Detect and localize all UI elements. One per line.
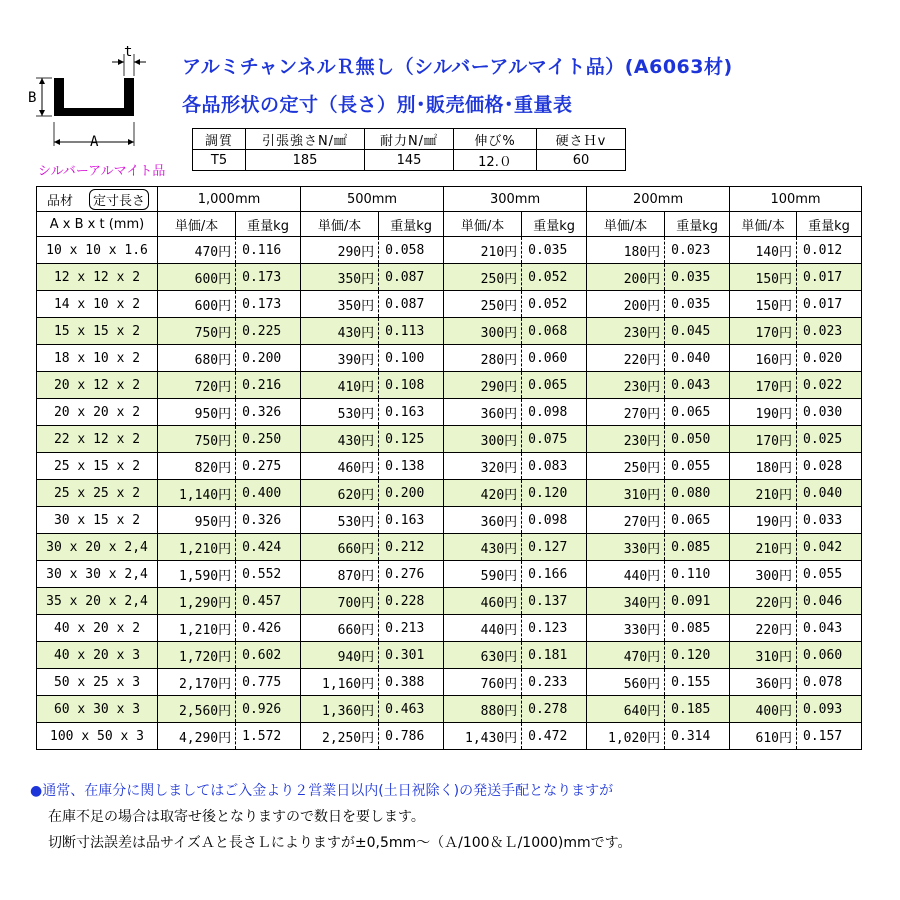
corner-material-label: 品材 [47,194,74,209]
weight-cell: 0.098 [522,399,587,426]
price-cell: 870円 [301,561,379,588]
price-cell: 2,170円 [158,669,236,696]
weight-cell: 0.100 [379,345,444,372]
price-cell: 950円 [158,399,236,426]
weight-cell: 0.173 [236,264,301,291]
weight-cell: 0.043 [665,372,730,399]
weight-cell: 0.017 [797,291,862,318]
table-row [37,426,862,453]
length-header-300: 300mm [444,187,587,212]
price-cell: 560円 [587,669,665,696]
price-cell: 460円 [301,453,379,480]
price-cell: 300円 [444,426,522,453]
size-cell: 35 x 20 x 2,4 [37,588,158,615]
prop-value-hardness: 60 [537,150,626,171]
size-cell: 14 x 10 x 2 [37,291,158,318]
size-cell: 15 x 15 x 2 [37,318,158,345]
price-cell: 330円 [587,615,665,642]
size-cell: 30 x 20 x 2,4 [37,534,158,561]
table-row [37,237,862,264]
table-row [37,399,862,426]
price-cell: 230円 [587,426,665,453]
weight-cell: 0.157 [797,723,862,750]
weight-cell: 0.098 [522,507,587,534]
price-cell: 430円 [301,318,379,345]
size-cell: 25 x 15 x 2 [37,453,158,480]
price-cell: 180円 [730,453,797,480]
sub-header-row [37,212,862,237]
weight-cell: 0.185 [665,696,730,723]
price-cell: 210円 [730,480,797,507]
price-cell: 230円 [587,372,665,399]
price-cell: 190円 [730,507,797,534]
weight-cell: 0.028 [797,453,862,480]
price-cell: 1,590円 [158,561,236,588]
weight-cell: 0.228 [379,588,444,615]
weight-cell: 0.058 [379,237,444,264]
weight-cell: 0.040 [797,480,862,507]
length-header-200: 200mm [587,187,730,212]
price-cell: 430円 [444,534,522,561]
price-cell: 590円 [444,561,522,588]
price-cell: 170円 [730,426,797,453]
weight-cell: 0.085 [665,615,730,642]
price-cell: 640円 [587,696,665,723]
weight-cell: 0.200 [236,345,301,372]
length-header-100: 100mm [730,187,862,212]
price-cell: 2,250円 [301,723,379,750]
weight-cell: 0.023 [665,237,730,264]
weight-cell: 0.301 [379,642,444,669]
price-cell: 750円 [158,318,236,345]
weight-cell: 0.326 [236,399,301,426]
price-cell: 1,290円 [158,588,236,615]
table-row [37,453,862,480]
price-cell: 940円 [301,642,379,669]
table-row [37,561,862,588]
weight-cell: 0.022 [797,372,862,399]
weight-cell: 1.572 [236,723,301,750]
price-cell: 1,360円 [301,696,379,723]
weight-cell: 0.457 [236,588,301,615]
corner-header-top [37,187,158,212]
weight-cell: 0.035 [665,264,730,291]
table-row [37,696,862,723]
price-cell: 300円 [444,318,522,345]
price-cell: 220円 [730,615,797,642]
size-cell: 30 x 30 x 2,4 [37,561,158,588]
price-cell: 460円 [444,588,522,615]
weight-cell: 0.163 [379,399,444,426]
size-cell: 50 x 25 x 3 [37,669,158,696]
properties-header-row [193,129,626,150]
weight-cell: 0.065 [665,507,730,534]
table-row [37,372,862,399]
price-cell: 760円 [444,669,522,696]
weight-cell: 0.065 [665,399,730,426]
price-cell: 230円 [587,318,665,345]
weight-cell: 0.388 [379,669,444,696]
price-cell: 250円 [587,453,665,480]
prop-header-temper: 調質 [193,129,246,150]
weight-cell: 0.055 [797,561,862,588]
weight-cell: 0.035 [522,237,587,264]
weight-cell: 0.017 [797,264,862,291]
weight-cell: 0.200 [379,480,444,507]
weight-cell: 0.212 [379,534,444,561]
weight-cell: 0.463 [379,696,444,723]
size-cell: 100 x 50 x 3 [37,723,158,750]
prop-value-temper: T5 [193,150,246,171]
weight-cell: 0.042 [797,534,862,561]
corner-dimension-label: A x B x t (mm) [37,212,158,237]
table-row [37,642,862,669]
weight-header: 重量kg [522,212,587,237]
weight-cell: 0.166 [522,561,587,588]
silver-anodized-note: シルバーアルマイト品 [38,164,166,179]
price-cell: 200円 [587,291,665,318]
weight-cell: 0.012 [797,237,862,264]
note-line-2: 在庫不足の場合は取寄せ後となりますので数日を要します。 [48,809,425,825]
price-cell: 200円 [587,264,665,291]
price-cell: 630円 [444,642,522,669]
price-cell: 440円 [587,561,665,588]
table-row [37,588,862,615]
page-subtitle: 各品形状の定寸（長さ）別･販売価格･重量表 [182,94,573,116]
note-line-1 [30,778,632,804]
weight-cell: 0.065 [522,372,587,399]
weight-cell: 0.127 [522,534,587,561]
weight-cell: 0.216 [236,372,301,399]
price-cell: 330円 [587,534,665,561]
material-properties-table [192,128,626,171]
price-cell: 250円 [444,291,522,318]
corner-length-label: 定寸長さ [89,189,149,210]
price-header: 単価/本 [444,212,522,237]
price-cell: 1,720円 [158,642,236,669]
bullet-icon: ● [30,783,43,799]
table-row [37,669,862,696]
price-cell: 310円 [587,480,665,507]
weight-cell: 0.055 [665,453,730,480]
price-header: 単価/本 [587,212,665,237]
price-cell: 400円 [730,696,797,723]
weight-cell: 0.025 [797,426,862,453]
weight-cell: 0.472 [522,723,587,750]
price-cell: 360円 [444,507,522,534]
size-cell: 18 x 10 x 2 [37,345,158,372]
size-cell: 25 x 25 x 2 [37,480,158,507]
weight-cell: 0.786 [379,723,444,750]
size-cell: 10 x 10 x 1.6 [37,237,158,264]
table-row [37,480,862,507]
weight-cell: 0.052 [522,264,587,291]
price-cell: 440円 [444,615,522,642]
weight-cell: 0.068 [522,318,587,345]
price-cell: 150円 [730,291,797,318]
price-header: 単価/本 [158,212,236,237]
table-row [37,345,862,372]
weight-cell: 0.400 [236,480,301,507]
weight-cell: 0.426 [236,615,301,642]
weight-cell: 0.050 [665,426,730,453]
height-label: B [28,90,37,106]
properties-value-row [193,150,626,171]
size-cell: 22 x 12 x 2 [37,426,158,453]
weight-cell: 0.110 [665,561,730,588]
price-cell: 1,430円 [444,723,522,750]
weight-cell: 0.045 [665,318,730,345]
weight-header: 重量kg [379,212,444,237]
weight-cell: 0.060 [797,642,862,669]
length-header-row [37,187,862,212]
weight-cell: 0.087 [379,291,444,318]
price-cell: 320円 [444,453,522,480]
price-cell: 170円 [730,318,797,345]
price-header: 単価/本 [730,212,797,237]
price-cell: 1,210円 [158,615,236,642]
price-cell: 180円 [587,237,665,264]
price-cell: 220円 [587,345,665,372]
weight-cell: 0.052 [522,291,587,318]
weight-cell: 0.085 [665,534,730,561]
price-cell: 1,140円 [158,480,236,507]
price-cell: 1,020円 [587,723,665,750]
price-cell: 350円 [301,291,379,318]
price-cell: 360円 [730,669,797,696]
price-cell: 700円 [301,588,379,615]
weight-header: 重量kg [797,212,862,237]
price-header: 単価/本 [301,212,379,237]
price-cell: 160円 [730,345,797,372]
notes-section [30,778,632,856]
weight-cell: 0.093 [797,696,862,723]
price-cell: 210円 [730,534,797,561]
price-cell: 530円 [301,399,379,426]
price-cell: 420円 [444,480,522,507]
price-cell: 210円 [444,237,522,264]
price-cell: 600円 [158,264,236,291]
weight-header: 重量kg [236,212,301,237]
weight-cell: 0.083 [522,453,587,480]
weight-cell: 0.060 [522,345,587,372]
table-row [37,291,862,318]
note-line-3: 切断寸法誤差は品サイズＡと長さＬによりますが±0,5mm～（Ａ/100＆Ｌ/1000)mmです。 [48,835,632,851]
price-cell: 680円 [158,345,236,372]
weight-cell: 0.078 [797,669,862,696]
weight-cell: 0.033 [797,507,862,534]
price-cell: 1,160円 [301,669,379,696]
price-cell: 390円 [301,345,379,372]
price-cell: 470円 [587,642,665,669]
table-row [37,723,862,750]
weight-cell: 0.080 [665,480,730,507]
prop-value-yield: 145 [365,150,454,171]
weight-cell: 0.250 [236,426,301,453]
weight-cell: 0.108 [379,372,444,399]
table-row [37,264,862,291]
price-cell: 720円 [158,372,236,399]
price-cell: 600円 [158,291,236,318]
page-title: アルミチャンネルＲ無し（シルバーアルマイト品）(A6063材) [182,56,733,78]
price-cell: 660円 [301,615,379,642]
weight-cell: 0.120 [665,642,730,669]
size-cell: 30 x 15 x 2 [37,507,158,534]
weight-cell: 0.137 [522,588,587,615]
weight-cell: 0.125 [379,426,444,453]
size-cell: 12 x 12 x 2 [37,264,158,291]
price-cell: 300円 [730,561,797,588]
prop-header-elongation: 伸び% [454,129,537,150]
price-cell: 150円 [730,264,797,291]
weight-cell: 0.023 [797,318,862,345]
weight-cell: 0.163 [379,507,444,534]
weight-cell: 0.225 [236,318,301,345]
weight-cell: 0.775 [236,669,301,696]
weight-cell: 0.138 [379,453,444,480]
price-cell: 410円 [301,372,379,399]
weight-cell: 0.123 [522,615,587,642]
length-header-1000: 1,000mm [158,187,301,212]
price-cell: 360円 [444,399,522,426]
price-cell: 620円 [301,480,379,507]
size-cell: 20 x 12 x 2 [37,372,158,399]
weight-cell: 0.424 [236,534,301,561]
price-cell: 610円 [730,723,797,750]
price-cell: 880円 [444,696,522,723]
note-text-1: 通常、在庫分に関しましてはご入金より２営業日以内(土日祝除く)の発送手配となりますが [42,783,614,799]
weight-cell: 0.326 [236,507,301,534]
weight-cell: 0.552 [236,561,301,588]
price-cell: 1,210円 [158,534,236,561]
weight-cell: 0.040 [665,345,730,372]
weight-cell: 0.155 [665,669,730,696]
prop-value-tensile: 185 [246,150,365,171]
price-cell: 280円 [444,345,522,372]
length-header-500: 500mm [301,187,444,212]
weight-cell: 0.091 [665,588,730,615]
table-row [37,318,862,345]
price-cell: 340円 [587,588,665,615]
weight-cell: 0.075 [522,426,587,453]
price-cell: 4,290円 [158,723,236,750]
weight-cell: 0.173 [236,291,301,318]
price-cell: 950円 [158,507,236,534]
price-cell: 290円 [444,372,522,399]
price-cell: 220円 [730,588,797,615]
weight-cell: 0.926 [236,696,301,723]
price-cell: 2,560円 [158,696,236,723]
price-cell: 750円 [158,426,236,453]
table-row [37,534,862,561]
weight-cell: 0.087 [379,264,444,291]
prop-header-tensile: 引張強さN/㎟ [246,129,365,150]
size-cell: 40 x 20 x 2 [37,615,158,642]
weight-cell: 0.278 [522,696,587,723]
weight-cell: 0.120 [522,480,587,507]
price-cell: 140円 [730,237,797,264]
prop-header-hardness: 硬さＨv [537,129,626,150]
price-cell: 530円 [301,507,379,534]
weight-cell: 0.043 [797,615,862,642]
table-row [37,615,862,642]
price-cell: 820円 [158,453,236,480]
weight-cell: 0.213 [379,615,444,642]
width-label: A [90,134,99,150]
weight-header: 重量kg [665,212,730,237]
prop-header-yield: 耐力N/㎟ [365,129,454,150]
weight-cell: 0.233 [522,669,587,696]
size-cell: 60 x 30 x 3 [37,696,158,723]
weight-cell: 0.276 [379,561,444,588]
price-cell: 190円 [730,399,797,426]
price-cell: 660円 [301,534,379,561]
price-weight-table [36,186,862,750]
weight-cell: 0.020 [797,345,862,372]
prop-value-elongation: 12.０ [454,150,537,171]
weight-cell: 0.113 [379,318,444,345]
size-cell: 40 x 20 x 3 [37,642,158,669]
weight-cell: 0.035 [665,291,730,318]
price-cell: 430円 [301,426,379,453]
weight-cell: 0.314 [665,723,730,750]
weight-cell: 0.030 [797,399,862,426]
weight-cell: 0.116 [236,237,301,264]
price-cell: 170円 [730,372,797,399]
weight-cell: 0.046 [797,588,862,615]
table-row [37,507,862,534]
price-cell: 310円 [730,642,797,669]
price-cell: 270円 [587,507,665,534]
size-cell: 20 x 20 x 2 [37,399,158,426]
weight-cell: 0.602 [236,642,301,669]
price-cell: 350円 [301,264,379,291]
price-cell: 470円 [158,237,236,264]
price-cell: 290円 [301,237,379,264]
weight-cell: 0.181 [522,642,587,669]
price-cell: 250円 [444,264,522,291]
price-cell: 270円 [587,399,665,426]
weight-cell: 0.275 [236,453,301,480]
thickness-label: t [124,44,133,60]
